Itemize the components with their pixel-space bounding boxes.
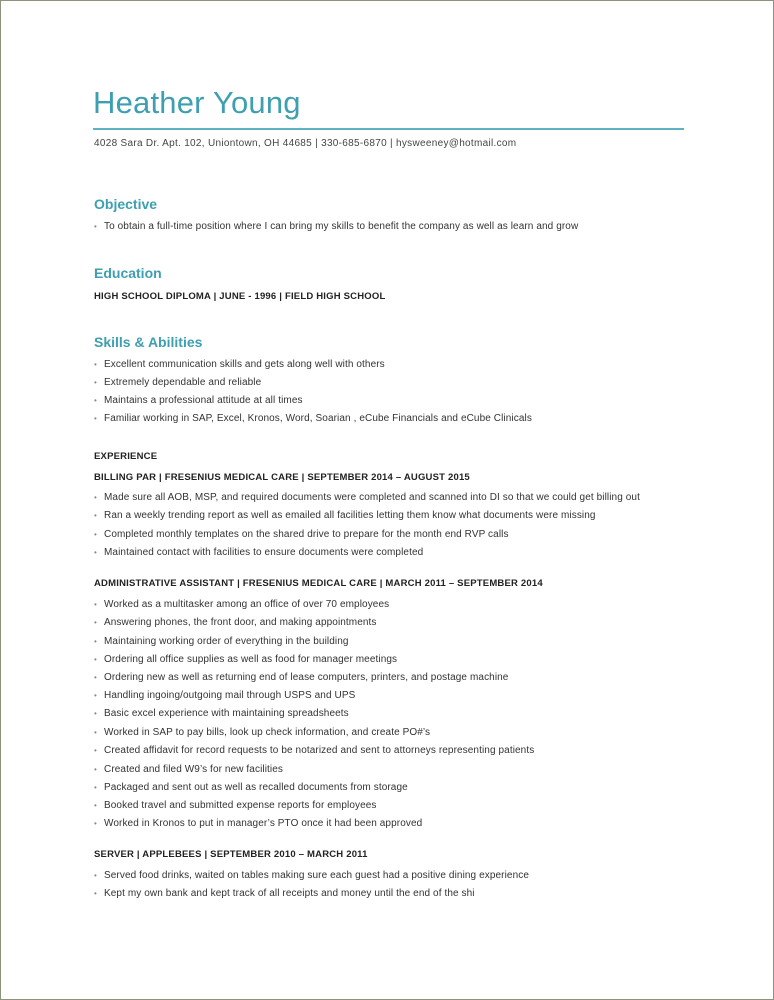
bullet-icon: • <box>94 819 97 828</box>
education-line: HIGH SCHOOL DIPLOMA | JUNE - 1996 | FIELD HIGH SCHOOL <box>94 291 386 302</box>
job-item: • Booked travel and submitted expense reports for employees <box>94 800 377 811</box>
job-heading: BILLING PAR | FRESENIUS MEDICAL CARE | SEPTEMBER 2014 – AUGUST 2015 <box>94 472 470 483</box>
job-item: • Completed monthly templates on the shared drive to prepare for the month end RVP calls <box>94 529 509 540</box>
job-heading: SERVER | APPLEBEES | SEPTEMBER 2010 – MARCH 2011 <box>94 849 368 860</box>
bullet-icon: • <box>94 765 97 774</box>
bullet-icon: • <box>94 414 97 423</box>
job-item: • Basic excel experience with maintaining spreadsheets <box>94 708 349 719</box>
skill-item: • Familiar working in SAP, Excel, Kronos, Word, Soarian , eCube Financials and eCube Clinicals <box>94 413 532 424</box>
bullet-icon: • <box>94 378 97 387</box>
job-heading: ADMINISTRATIVE ASSISTANT | FRESENIUS MEDICAL CARE | MARCH 2011 – SEPTEMBER 2014 <box>94 578 543 589</box>
job-item: • Made sure all AOB, MSP, and required documents were completed and scanned into DI so that we could get billing out <box>94 492 640 503</box>
job-item: • Worked in SAP to pay bills, look up check information, and create PO#’s <box>94 727 431 738</box>
objective-item: • To obtain a full-time position where I can bring my skills to benefit the company as well as learn and grow <box>94 221 579 232</box>
bullet-icon: • <box>94 493 97 502</box>
bullet-icon: • <box>94 691 97 700</box>
section-title-education: Education <box>94 265 162 281</box>
bullet-icon: • <box>94 360 97 369</box>
candidate-name: Heather Young <box>93 85 301 120</box>
contact-line: 4028 Sara Dr. Apt. 102, Uniontown, OH 44685 | 330-685-6870 | hysweeney@hotmail.com <box>94 138 517 149</box>
bullet-icon: • <box>94 600 97 609</box>
skill-item: • Extremely dependable and reliable <box>94 377 262 388</box>
job-item: • Maintained contact with facilities to ensure documents were completed <box>94 547 424 558</box>
bullet-icon: • <box>94 801 97 810</box>
bullet-icon: • <box>94 709 97 718</box>
bullet-icon: • <box>94 222 97 231</box>
job-item: • Created and filed W9’s for new facilities <box>94 764 283 775</box>
job-item: • Ran a weekly trending report as well as emailed all facilities letting them know what documents were missing <box>94 510 596 521</box>
bullet-icon: • <box>94 618 97 627</box>
job-item: • Packaged and sent out as well as recalled documents from storage <box>94 782 408 793</box>
skill-item: • Maintains a professional attitude at all times <box>94 395 303 406</box>
job-item: • Answering phones, the front door, and making appointments <box>94 617 377 628</box>
job-item: • Ordering new as well as returning end of lease computers, printers, and postage machine <box>94 672 509 683</box>
bullet-icon: • <box>94 783 97 792</box>
bullet-icon: • <box>94 871 97 880</box>
job-item: • Worked as a multitasker among an office of over 70 employees <box>94 599 390 610</box>
bullet-icon: • <box>94 728 97 737</box>
job-item: • Created affidavit for record requests to be notarized and sent to attorneys representing patients <box>94 745 535 756</box>
bullet-icon: • <box>94 746 97 755</box>
job-item: • Worked in Kronos to put in manager’s PTO once it had been approved <box>94 818 423 829</box>
bullet-icon: • <box>94 548 97 557</box>
section-title-skills: Skills & Abilities <box>94 334 203 350</box>
job-item: • Kept my own bank and kept track of all receipts and money until the end of the shi <box>94 888 475 899</box>
bullet-icon: • <box>94 637 97 646</box>
bullet-icon: • <box>94 396 97 405</box>
job-item: • Handling ingoing/outgoing mail through USPS and UPS <box>94 690 356 701</box>
bullet-icon: • <box>94 530 97 539</box>
bullet-icon: • <box>94 655 97 664</box>
bullet-icon: • <box>94 889 97 898</box>
header-divider <box>93 128 684 130</box>
bullet-icon: • <box>94 511 97 520</box>
skill-item: • Excellent communication skills and gets along well with others <box>94 359 385 370</box>
section-title-experience: EXPERIENCE <box>94 451 158 462</box>
section-title-objective: Objective <box>94 196 158 212</box>
bullet-icon: • <box>94 673 97 682</box>
job-item: • Ordering all office supplies as well as food for manager meetings <box>94 654 398 665</box>
job-item: • Maintaining working order of everything in the building <box>94 636 349 647</box>
job-item: • Served food drinks, waited on tables making sure each guest had a positive dining experience <box>94 870 530 881</box>
